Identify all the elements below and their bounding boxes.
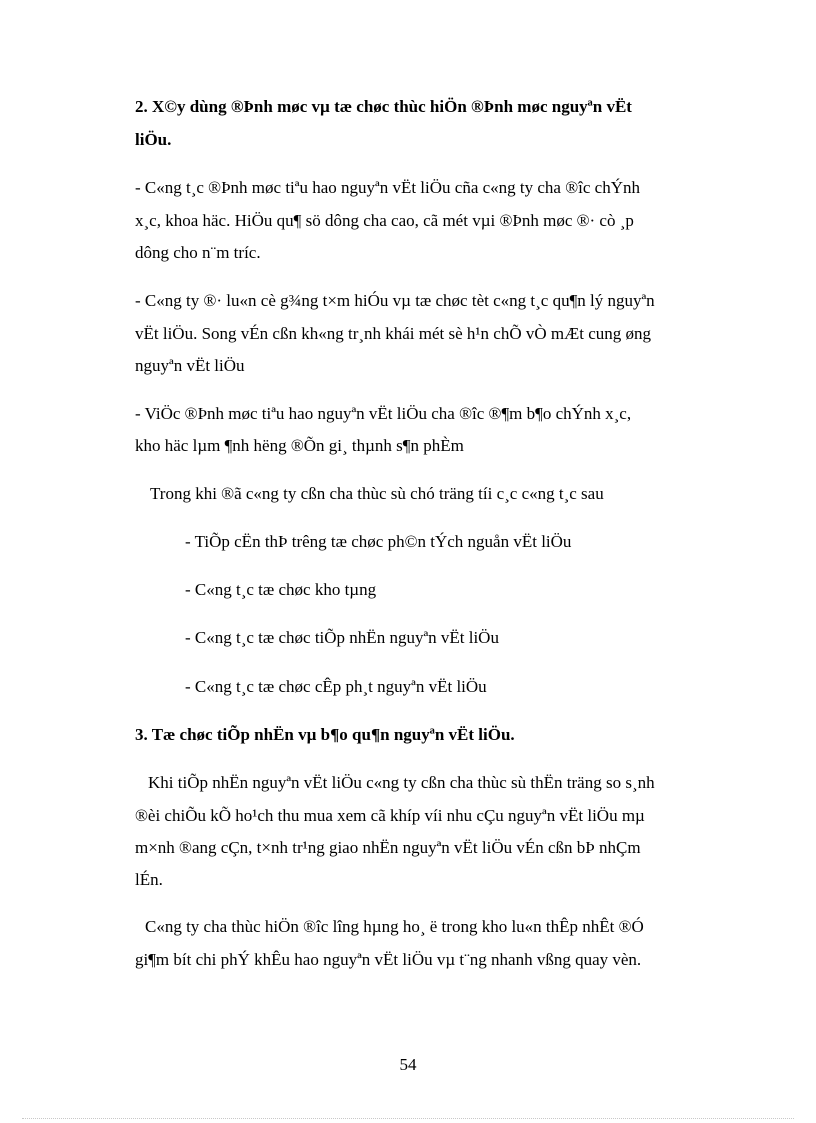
paragraph-line: x¸c, khoa häc. HiÖu qu¶ sö dông cha cao, cã mét vµi ®Þnh møc ®· cò ¸p bbox=[135, 211, 634, 230]
list-item: - TiÕp cËn thÞ trêng tæ chøc ph©n tÝch nguån vËt liÖu bbox=[185, 532, 572, 551]
paragraph-line: vËt liÖu. Song vÉn cßn kh«ng tr¸nh khái mét sè h¹n chÕ vÒ mÆt cung øng bbox=[135, 324, 651, 343]
paragraph-line: lÉn. bbox=[135, 870, 163, 889]
paragraph-line: gi¶m bít chi phÝ khÊu hao nguyªn vËt liÖu vµ t¨ng nhanh vßng quay vèn. bbox=[135, 950, 642, 969]
section-3-heading: 3. Tæ chøc tiÕp nhËn vµ b¶o qu¶n nguyªn vËt liÖu. bbox=[135, 725, 515, 744]
paragraph-line: C«ng ty cha thùc hiÖn ®îc lîng hµng ho¸ ë trong kho lu«n thÊp nhÊt ®Ó bbox=[145, 917, 644, 936]
intro-line: Trong khi ®ã c«ng ty cßn cha thùc sù chó träng tíi c¸c c«ng t¸c sau bbox=[150, 484, 604, 503]
paragraph-line: m×nh ®ang cÇn, t×nh tr¹ng giao nhËn nguyªn vËt liÖu vÉn cßn bÞ nhÇm bbox=[135, 838, 641, 857]
paragraph-line: kho häc lµm ¶nh hëng ®Õn gi¸ thµnh s¶n phÈm bbox=[135, 436, 464, 455]
footer-divider bbox=[22, 1118, 794, 1119]
list-item: - C«ng t¸c tæ chøc tiÕp nhËn nguyªn vËt liÖu bbox=[185, 628, 499, 647]
paragraph-line: ®èi chiÕu kÕ ho¹ch thu mua xem cã khíp víi nhu cÇu nguyªn vËt liÖu mµ bbox=[135, 806, 645, 825]
section-2-heading-line-2: liÖu. bbox=[135, 130, 172, 149]
paragraph-line: - ViÖc ®Þnh møc tiªu hao nguyªn vËt liÖu cha ®îc ®¶m b¶o chÝnh x¸c, bbox=[135, 404, 632, 423]
paragraph-line: nguyªn vËt liÖu bbox=[135, 356, 245, 375]
section-2-heading-line-1: 2. X©y dùng ®Þnh møc vµ tæ chøc thùc hiÖn ®Þnh møc nguyªn vËt bbox=[135, 97, 632, 116]
list-item: - C«ng t¸c tæ chøc cÊp ph¸t nguyªn vËt liÖu bbox=[185, 677, 487, 696]
page-number: 54 bbox=[399, 1055, 417, 1074]
paragraph-line: - C«ng t¸c ®Þnh møc tiªu hao nguyªn vËt liÖu cña c«ng ty cha ®îc chÝnh bbox=[135, 178, 640, 197]
paragraph-line: - C«ng ty ®· lu«n cè g¾ng t×m hiÓu vµ tæ chøc tèt c«ng t¸c qu¶n lý nguyªn bbox=[135, 291, 655, 310]
paragraph-line: dông cho n¨m tríc. bbox=[135, 243, 261, 262]
list-item: - C«ng t¸c tæ chøc kho tµng bbox=[185, 580, 377, 599]
paragraph-line: Khi tiÕp nhËn nguyªn vËt liÖu c«ng ty cßn cha thùc sù thËn träng so s¸nh bbox=[148, 773, 655, 792]
